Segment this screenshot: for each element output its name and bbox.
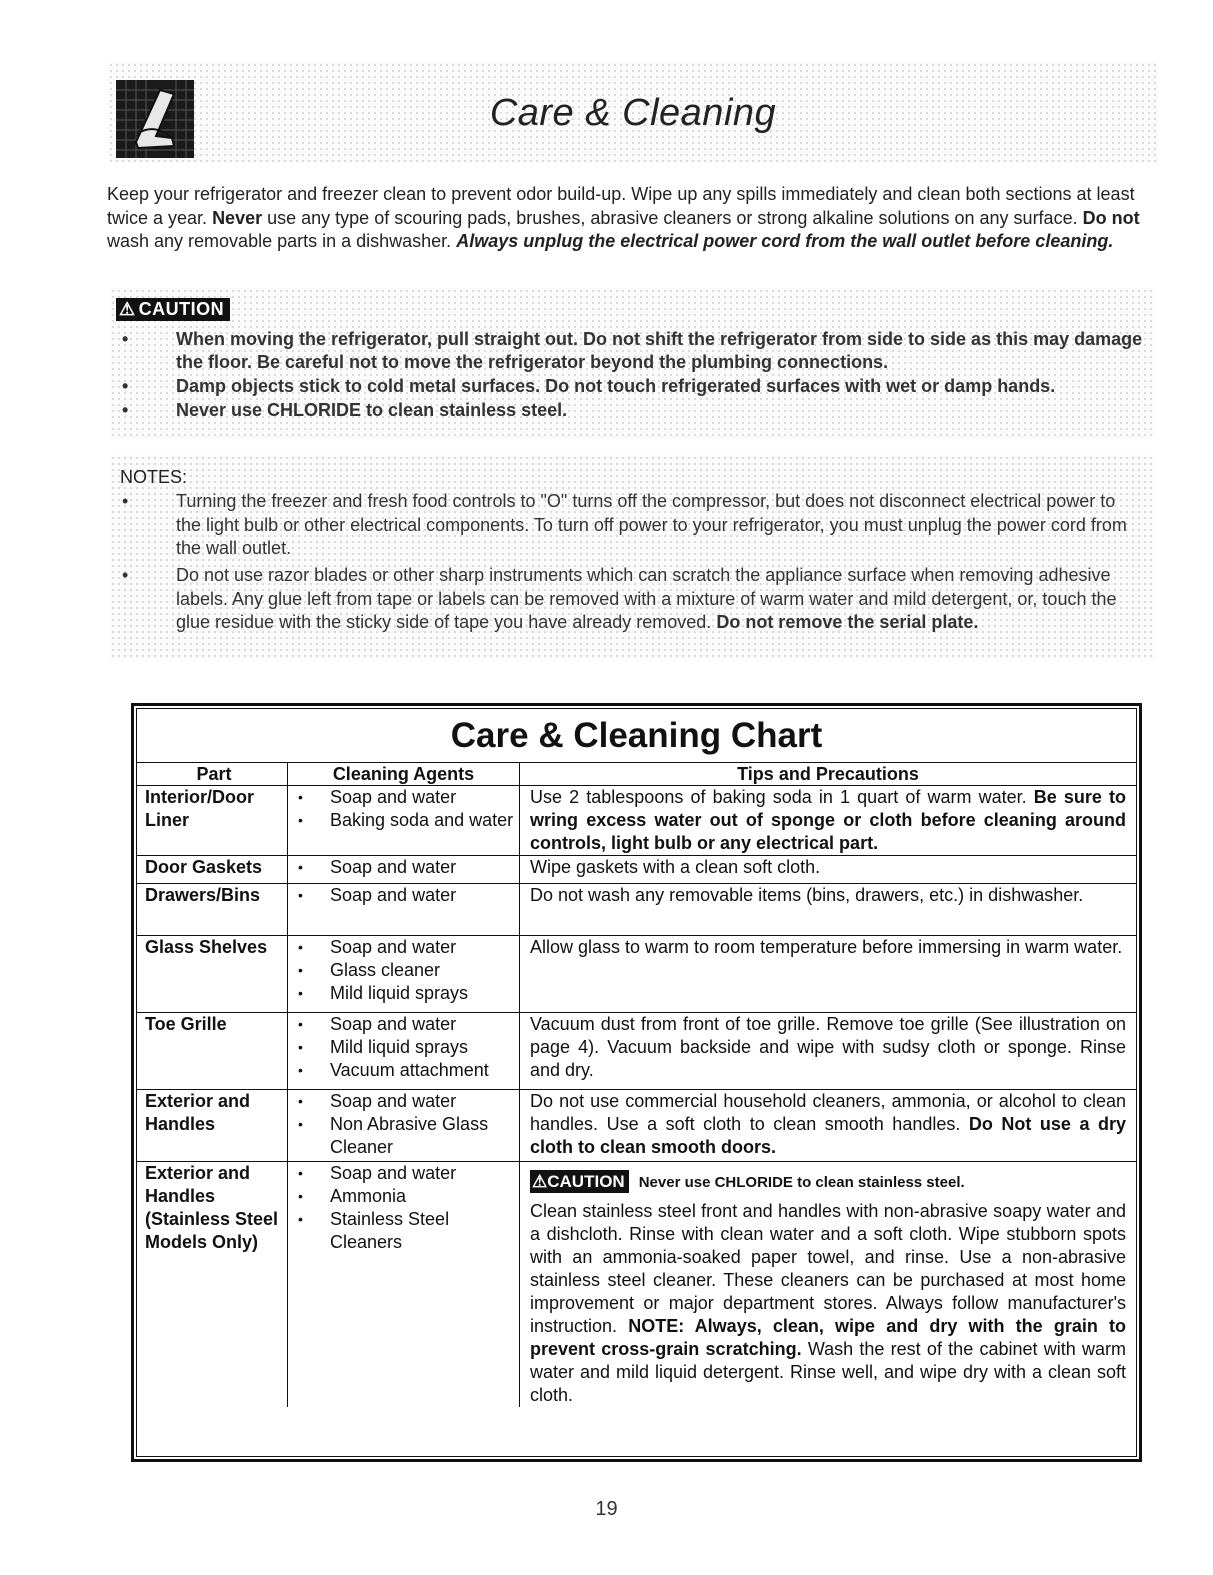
table-row	[137, 1013, 1136, 1090]
column-header-agents: Cleaning Agents	[288, 763, 520, 786]
notes-box: NOTES: • Turning the freezer and fresh food controls to "O" turns off the compressor, but does not disconnect electrical power to the light bulb or other electrical components. To turn off power to your refrigerator, you must unplug the power cord from the wall outlet. • Do not use razor blades or other sharp instruments which can scratch the appliance surface when removing adhesive labels. Any glue left from tape or labels can be removed with a mixture of warm water and mild detergent, or, touch the glue residue with the sticky side of tape you have already removed. Do not remove the serial plate.	[110, 455, 1156, 660]
tip-cell: Do not use commercial household cleaners, ammonia, or alcohol to clean handles. Use a soft cloth to clean smooth handles. Do Not use a dry cloth to clean smooth doors.	[520, 1090, 1137, 1162]
column-header-part: Part	[137, 763, 288, 786]
bullet-icon: •	[122, 329, 129, 349]
agent-item: • Baking soda and water	[292, 809, 515, 832]
page-number: 19	[595, 1498, 618, 1520]
tip-cell: Allow glass to warm to room temperature before immersing in warm water.	[520, 936, 1137, 1013]
tip-cell: Do not wash any removable items (bins, drawers, etc.) in dishwasher.	[520, 884, 1137, 936]
intro-paragraph	[107, 183, 1152, 254]
intro-text-1: Keep your refrigerator and freezer clean to prevent odor build-up. Wipe up any spills immediately and clean both sections at least twice a year.	[107, 184, 1135, 228]
agent-item: • Mild liquid sprays	[292, 1036, 515, 1059]
unplug-warning: Always unplug the electrical power cord from the wall outlet before cleaning.	[456, 231, 1114, 251]
part-cell: Drawers/Bins	[137, 884, 288, 936]
part-cell: Interior/Door Liner	[137, 786, 288, 856]
tip-cell: Use 2 tablespoons of baking soda in 1 quart of warm water. Be sure to wring excess water out of sponge or cloth before cleaning around controls, light bulb or any electrical part.	[520, 786, 1137, 856]
part-cell: Door Gaskets	[137, 856, 288, 884]
tip-cell: ⚠CAUTION Never use CHLORIDE to clean stainless steel. Clean stainless steel front and handles with non-abrasive soapy water and a dishcloth. Rinse with clean water and a soft cloth. Wipe stubborn spots with an ammonia-soaked paper towel, and rinse. Use a non-abrasive stainless steel cleaner. These cleaners can be purchased at most home improvement or major department stores. Always follow manufacturer's instruction. NOTE: Always, clean, wipe and dry with the grain to prevent cross-grain scratching. Wash the rest of the cabinet with warm water and mild liquid detergent. Rinse well, and wipe dry with a clean soft cloth.	[520, 1162, 1137, 1408]
agents-cell	[288, 936, 520, 1013]
intro-donot: Do not	[1082, 207, 1140, 228]
intro-never: Never	[212, 207, 263, 228]
notes-label: NOTES:	[120, 467, 188, 487]
agent-item: • Soap and water	[292, 1013, 515, 1036]
bullet-icon: •	[122, 376, 129, 396]
agents-cell	[288, 1013, 520, 1090]
part-cell: Exterior and Handles	[137, 1090, 288, 1162]
chart-title: Care & Cleaning Chart	[137, 709, 1136, 763]
tip-cell: Vacuum dust from front of toe grille. Remove toe grille (See illustration on page 4). Vacuum backside and wipe with sudsy cloth or sponge. Rinse and dry.	[520, 1013, 1137, 1090]
care-cleaning-chart	[131, 703, 1142, 1462]
agents-cell	[288, 1162, 520, 1408]
caution-box: ⚠ CAUTION • When moving the refrigerator, pull straight out. Do not shift the refrigerator from side to side as this may damage the floor. Be careful not to move the refrigerator beyond the plumbing connections. • Damp objects stick to cold metal surfaces. Do not touch refrigerated surfaces with wet or damp hands. • Never use CHLORIDE to clean stainless steel.	[110, 288, 1156, 438]
agent-item: • Ammonia	[292, 1185, 515, 1208]
part-cell: Exterior and Handles (Stainless Steel Models Only)	[137, 1162, 288, 1408]
agents-cell	[288, 786, 520, 856]
intro-text-2: use any type of scouring pads, brushes, abrasive cleaners or strong alkaline solutions on any surface.	[267, 207, 1078, 228]
agents-cell	[288, 884, 520, 936]
table-row	[137, 936, 1136, 1013]
table-row	[137, 786, 1136, 856]
table-row	[137, 856, 1136, 884]
agents-cell	[288, 856, 520, 884]
agents-cell	[288, 1090, 520, 1162]
table-row	[137, 1090, 1136, 1162]
agent-item: • Vacuum attachment	[292, 1059, 515, 1082]
page-title: Care & Cleaning	[489, 92, 777, 134]
warning-triangle-icon: ⚠	[532, 1172, 548, 1191]
section-header	[108, 62, 1158, 162]
warning-triangle-icon: ⚠	[119, 299, 136, 319]
caution-badge: ⚠CAUTION	[530, 1170, 629, 1193]
agent-item: • Soap and water	[292, 1162, 515, 1185]
serial-plate-warning: Do not remove the serial plate.	[716, 612, 979, 632]
table-row	[137, 884, 1136, 936]
agent-item: • Soap and water	[292, 786, 515, 809]
tip-cell: Wipe gaskets with a clean soft cloth.	[520, 856, 1137, 884]
bullet-icon: •	[122, 491, 129, 511]
caution-badge	[116, 298, 230, 321]
care-table	[137, 763, 1136, 1407]
agent-item: • Glass cleaner	[292, 959, 515, 982]
part-cell: Toe Grille	[137, 1013, 288, 1090]
column-header-tips: Tips and Precautions	[520, 763, 1137, 786]
bullet-icon: •	[122, 400, 129, 420]
stainless-caution: ⚠CAUTION Never use CHLORIDE to clean stainless steel.	[532, 1172, 965, 1191]
agent-item: • Soap and water	[292, 936, 515, 959]
agent-item: • Soap and water	[292, 1090, 515, 1113]
agent-item: • Soap and water	[292, 856, 515, 879]
intro-text-3: wash any removable parts in a dishwasher.	[107, 231, 452, 251]
agent-item: • Non Abrasive Glass Cleaner	[292, 1113, 515, 1159]
caution-badge-label: CAUTION	[138, 299, 225, 319]
part-cell: Glass Shelves	[137, 936, 288, 1013]
agent-item: • Stainless Steel Cleaners	[292, 1208, 515, 1254]
agent-item: • Mild liquid sprays	[292, 982, 515, 1005]
bullet-icon: •	[122, 565, 129, 585]
table-row	[137, 1162, 1136, 1408]
table-header-row	[137, 763, 1136, 786]
agent-item: • Soap and water	[292, 884, 515, 907]
